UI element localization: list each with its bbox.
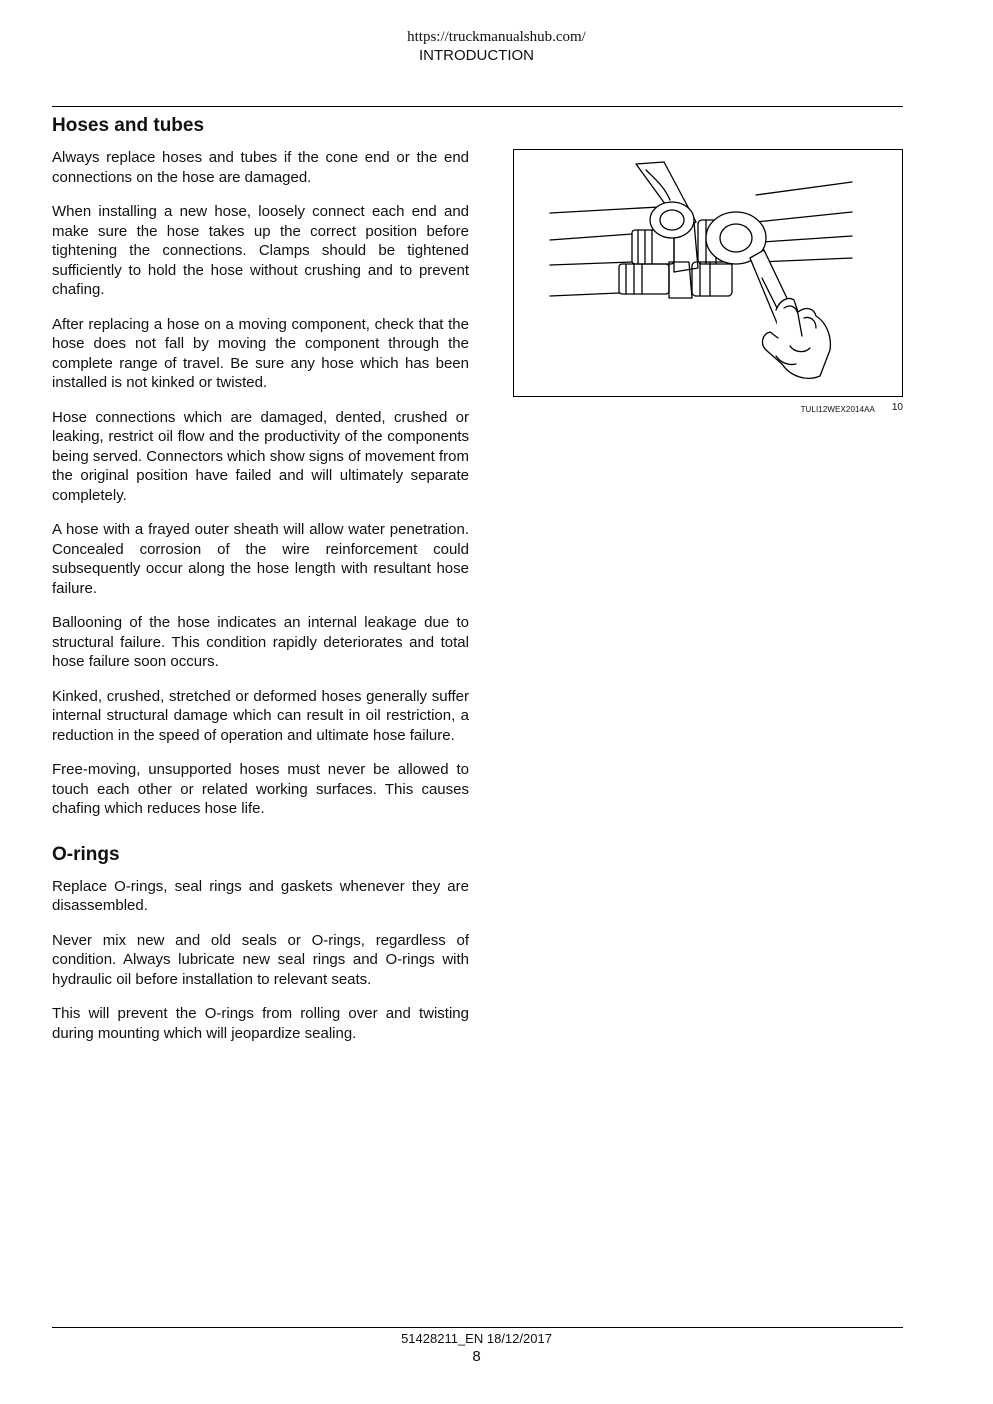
header-rule <box>52 106 903 107</box>
text-column <box>52 112 469 1058</box>
open-end-wrench <box>636 162 696 238</box>
orings-paragraph-3: This will prevent the O-rings from rolling over and twisting during mounting which will jeopardize sealing. <box>52 1005 469 1042</box>
orings-paragraph-2: Never mix new and old seals or O-rings, regardless of condition. Always lubricate new seal rings and O-rings with hydraulic oil before installation to relevant seats. <box>52 931 469 988</box>
hose-wrench-illustration <box>513 149 903 397</box>
document-id: 51428211_EN 18/12/2017 <box>401 1331 552 1346</box>
orings-paragraph-1: Replace O-rings, seal rings and gaskets whenever they are disassembled. <box>52 877 469 914</box>
hoses-paragraph-6: Ballooning of the hose indicates an internal leakage due to structural failure. This condition rapidly deteriorates and total hose failure soon occurs. <box>52 614 469 670</box>
orings-heading: O-rings <box>52 843 120 865</box>
hoses-paragraph-2: When installing a new hose, loosely connect each end and make sure the hose takes up the correct position before tightening the connections. Clamps should be tightened sufficiently to hold the hose without crushing and to prevent chafing. <box>52 203 469 298</box>
page-number: 8 <box>472 1348 481 1365</box>
hoses-paragraph-3: After replacing a hose on a moving component, check that the hose does not fall by moving the component through the complete range of travel. Be sure any hose which has been installed is not kinked or twisted. <box>52 315 469 391</box>
source-url: https://truckmanualshub.com/ <box>407 29 586 45</box>
hoses-paragraph-1: Always replace hoses and tubes if the cone end or the end connections on the hose are damaged. <box>52 149 469 186</box>
footer-rule <box>52 1327 903 1328</box>
hoses-paragraph-8: Free-moving, unsupported hoses must never be allowed to touch each other or related working surfaces. This causes chafing which reduces hose life. <box>52 761 469 817</box>
figure-number: 10 <box>891 402 903 413</box>
hoses-heading: Hoses and tubes <box>52 115 205 136</box>
pipe-lines <box>550 182 852 296</box>
section-running-title: INTRODUCTION <box>419 47 534 64</box>
hoses-paragraph-5: A hose with a frayed outer sheath will allow water penetration. Concealed corrosion of the wire reinforcement could subsequently occur along the hose length with resultant hose failure. <box>52 521 469 597</box>
hoses-paragraph-4: Hose connections which are damaged, dented, crushed or leaking, restrict oil flow and the productivity of the components being served. Connectors which show signs of movement from the original position have failed and will ultimately separate completely. <box>52 408 469 504</box>
hoses-paragraph-7: Kinked, crushed, stretched or deformed hoses generally suffer internal structural damage which can result in oil restriction, a reduction in the speed of operation and ultimate hose failure. <box>52 687 469 744</box>
figure-code: TULI12WEX2014AA <box>800 405 875 414</box>
